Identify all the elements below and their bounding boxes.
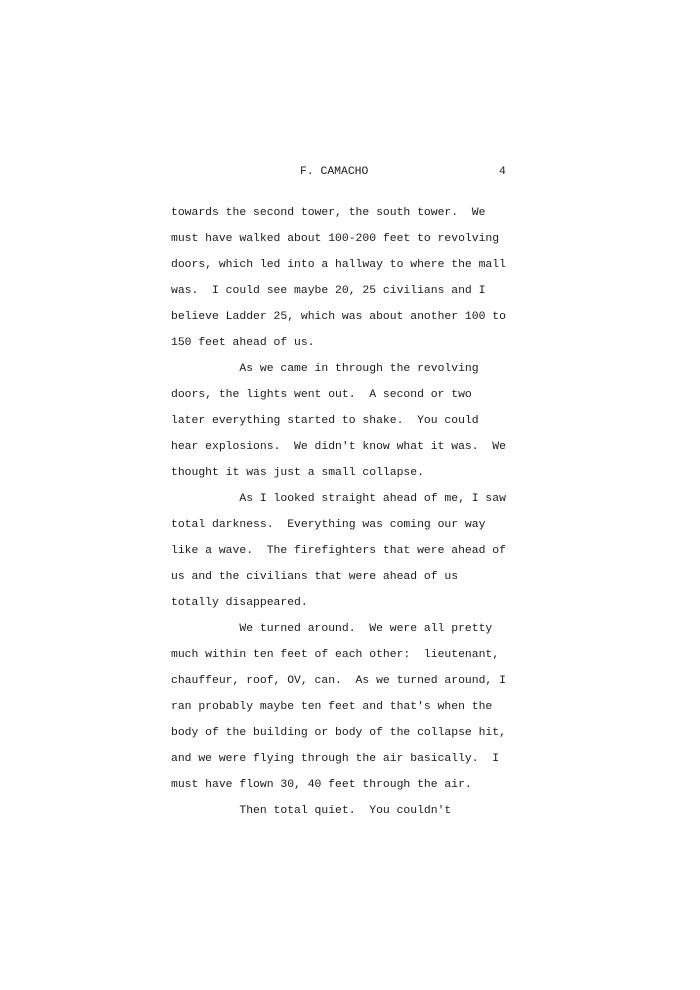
text-line: and we were flying through the air basically. I <box>171 753 500 765</box>
text-line: total darkness. Everything was coming our way <box>171 519 486 531</box>
page-number: 4 <box>499 166 506 178</box>
text-line: As I looked straight ahead of me, I saw <box>171 493 506 505</box>
text-line: hear explosions. We didn't know what it was. We <box>171 441 506 453</box>
text-line: doors, the lights went out. A second or two <box>171 389 472 401</box>
text-line: ran probably maybe ten feet and that's when the <box>171 701 493 713</box>
text-line: believe Ladder 25, which was about another 100 to <box>171 311 506 323</box>
text-line: Then total quiet. You couldn't <box>171 805 452 817</box>
text-line: body of the building or body of the collapse hit, <box>171 727 506 739</box>
transcript-body <box>171 200 531 824</box>
text-line: We turned around. We were all pretty <box>171 623 493 635</box>
text-line: As we came in through the revolving <box>171 363 479 375</box>
text-line: must have flown 30, 40 feet through the air. <box>171 779 472 791</box>
text-line: chauffeur, roof, OV, can. As we turned around, I <box>171 675 506 687</box>
text-line: must have walked about 100-200 feet to revolving <box>171 233 500 245</box>
text-line: much within ten feet of each other: lieutenant, <box>171 649 500 661</box>
text-line: totally disappeared. <box>171 597 308 609</box>
text-line: later everything started to shake. You could <box>171 415 479 427</box>
text-line: 150 feet ahead of us. <box>171 337 315 349</box>
text-line: towards the second tower, the south tower. We <box>171 207 486 219</box>
text-line: doors, which led into a hallway to where the mall <box>171 259 506 271</box>
text-line: us and the civilians that were ahead of us <box>171 571 459 583</box>
page-header-name: F. CAMACHO <box>300 166 369 178</box>
text-line: thought it was just a small collapse. <box>171 467 424 479</box>
text-line: was. I could see maybe 20, 25 civilians and I <box>171 285 486 297</box>
text-line: like a wave. The firefighters that were ahead of <box>171 545 506 557</box>
